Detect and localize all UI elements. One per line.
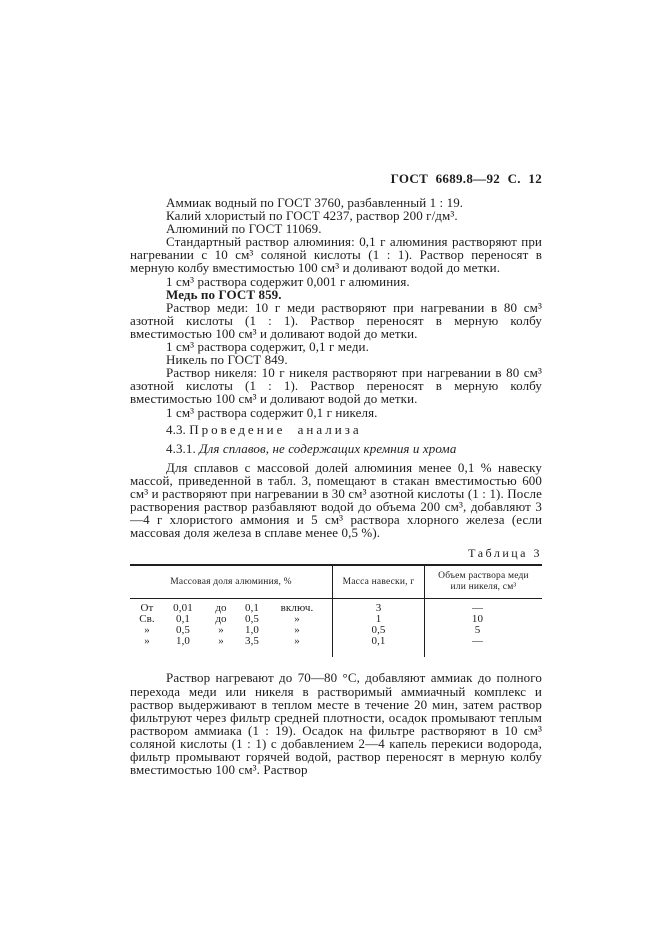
reagent-line-aluminum: Алюминий по ГОСТ 11069. [166, 221, 322, 237]
section-number-4-3-1: 4.3.1. [166, 440, 196, 456]
table-header-mass-fraction: Массовая доля алюминия, % [170, 576, 292, 587]
section-number-4-3: 4.3. [166, 421, 186, 437]
paragraph-copper-solution: Раствор меди: 10 г меди растворяют при нагревании в 80 см³ азотной кислоты (1 : 1). Раствор переносят в мерную колбу вместимостью 100 см³ и доливают водой до метки. [130, 299, 542, 341]
page-header: ГОСТ 6689.8—92 С. 12 [390, 171, 542, 186]
document-body [130, 196, 542, 776]
mass-value: 0,1 [371, 635, 386, 648]
range-value: 1,0 [244, 624, 260, 637]
volume-value: 5 [474, 624, 481, 637]
mass-value: 1 [375, 613, 382, 626]
range-word: Св. [139, 613, 155, 626]
table-header-sample-mass: Масса навески, г [332, 566, 424, 598]
table-column-mass-fraction [130, 599, 332, 657]
section-title-4-3: Проведение анализа [189, 421, 362, 437]
range-value: 0,1 [244, 602, 260, 615]
table-header-solution-volume: Объем раствора меди или никеля, см³ [424, 566, 542, 598]
table-row [134, 625, 332, 636]
range-word: От [140, 602, 154, 615]
paragraph-final-procedure: Раствор нагревают до 70—80 °С, добавляют аммиак до полного перехода меди или никеля в растворимый аммиачный комплекс и раствор выдерживают в теплом месте в течение 20 мин, затем раствор фильтруют через фильтр средней плотности, осадок промывают теплым раствором аммиака (1 : 19). Осадок на фильтре растворяют в 10 см³ соляной кислоты (1 : 1) с добавлением 2—4 капель перекиси водорода, фильтр промывают горячей водой, раствор переносят в мерную колбу вместимостью 100 см³. Раствор [130, 670, 542, 778]
range-word: до [215, 613, 227, 626]
table-row [134, 636, 332, 647]
range-word: » [144, 624, 150, 637]
range-word: » [218, 635, 224, 648]
range-value: 3,5 [244, 635, 260, 648]
section-heading-4-3-1 [130, 442, 542, 455]
table-3 [130, 564, 542, 657]
range-word: » [294, 624, 300, 637]
range-word: » [218, 624, 224, 637]
paragraph-nickel-solution: Раствор никеля: 10 г никеля растворяют при нагревании в 80 см³ азотной кислоты (1 : 1). Раствор переносят в мерную колбу вместимостью 100 см³ и доливают водой до метки. [130, 365, 542, 407]
table-body [130, 599, 542, 657]
range-value: 1,0 [175, 635, 191, 648]
reagent-line-potassium: Калий хлористый по ГОСТ 4237, раствор 200 г/дм³. [166, 208, 458, 224]
range-word: до [215, 602, 227, 615]
mass-value: 0,5 [371, 624, 386, 637]
table-column-sample-mass [332, 599, 424, 657]
paragraph-sample-preparation: Для сплавов с массовой долей алюминия менее 0,1 % навеску массой, приведенной в табл. 3, помещают в стакан вместимостью 600 см³ и растворяют при нагревании в 30 см³ азотной кислоты (1 : 1). После растворения раствор разбавляют водой до объема 200 см³, добавляют 3—4 г хлористого аммония и 5 см³ раствора хлорного железа (если массовая доля железа в сплаве менее 0,5 %). [130, 459, 542, 541]
range-word: » [144, 635, 150, 648]
table-row [134, 614, 332, 625]
range-word: » [294, 635, 300, 648]
range-value: 0,5 [244, 613, 260, 626]
range-value: 0,01 [173, 602, 193, 615]
range-word: включ. [280, 602, 314, 615]
volume-value: 10 [471, 613, 484, 626]
line-copper-content: 1 см³ раствора содержит, 0,1 г меди. [166, 339, 369, 355]
volume-value: — [471, 635, 484, 648]
line-aluminum-content: 1 см³ раствора содержит 0,001 г алюминия. [166, 273, 410, 289]
reagent-line-copper: Медь по ГОСТ 859. [166, 286, 282, 302]
reagent-line-nickel: Никель по ГОСТ 849. [166, 352, 288, 368]
paragraph-aluminum-solution: Стандартный раствор алюминия: 0,1 г алюминия растворяют при нагревании с 10 см³ соляной кислоты (1 : 1). Раствор переносят в мерную колбу вместимостью 100 см³ и доливают водой до метки. [130, 234, 542, 276]
table-column-solution-volume [424, 599, 542, 657]
reagent-line-ammonia: Аммиак водный по ГОСТ 3760, разбавленный 1 : 19. [166, 195, 464, 210]
mass-value: 3 [375, 602, 382, 615]
section-title-4-3-1: Для сплавов, не содержащих кремния и хрома [199, 440, 457, 456]
range-value: 0,5 [175, 624, 191, 637]
section-heading-4-3 [130, 423, 542, 436]
table-header-row [130, 566, 542, 599]
volume-value: — [471, 602, 484, 615]
range-value: 0,1 [175, 613, 191, 626]
range-word: » [294, 613, 300, 626]
table-caption: Таблица 3 [468, 546, 542, 561]
line-nickel-content: 1 см³ раствора содержит 0,1 г никеля. [166, 404, 378, 420]
table-row [134, 603, 332, 614]
